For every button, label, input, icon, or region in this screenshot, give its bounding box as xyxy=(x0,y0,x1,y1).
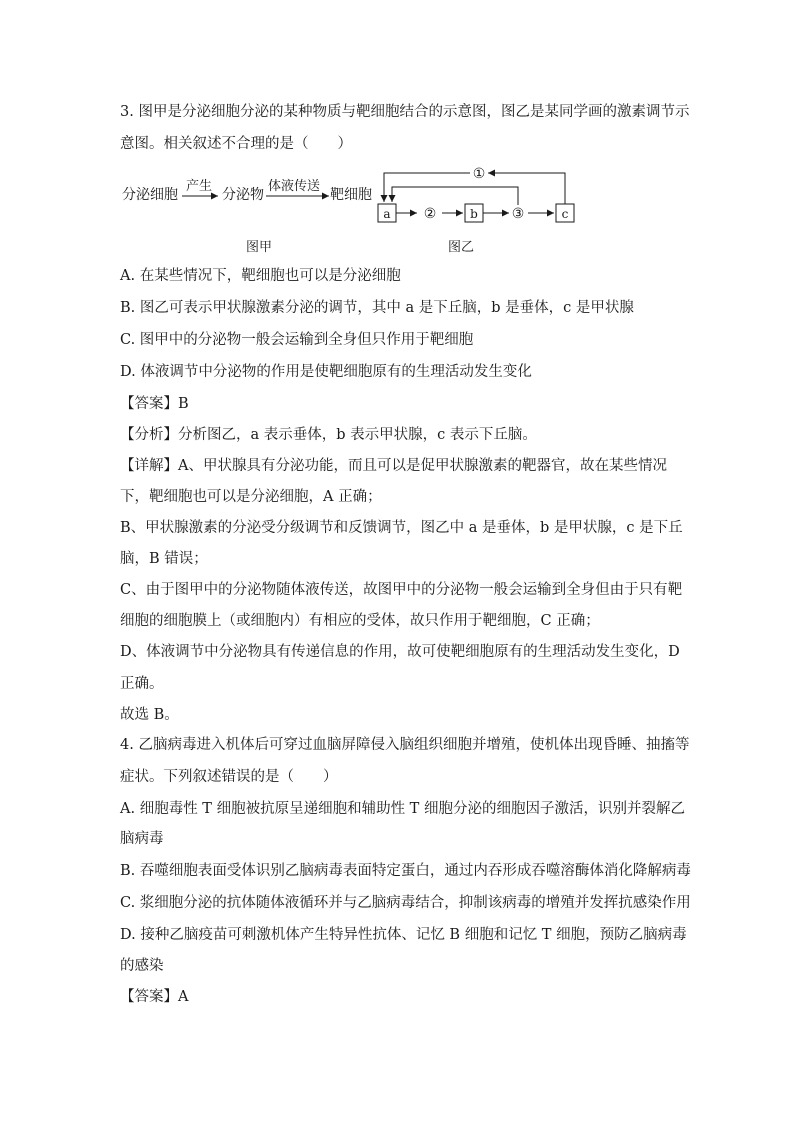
fig-a-transport-label: 体液传送 xyxy=(268,179,321,194)
q4-option-a-line-1: A. 细胞毒性 T 细胞被抗原呈递细胞和辅助性 T 细胞分泌的细胞因子激活，识别并裂解乙 xyxy=(120,801,685,817)
fig-b-node-2: ② xyxy=(423,206,437,222)
q3-answer: 【答案】B xyxy=(120,396,189,412)
q3-figure xyxy=(118,158,588,256)
q3-detail-line-4: 脑，B 错误； xyxy=(120,551,208,567)
q3-stem-line-2: 意图。相关叙述不合理的是（ ） xyxy=(120,136,352,152)
q3-analysis: 【分析】分析图乙，a 表示垂体，b 表示甲状腺，c 表示下丘脑。 xyxy=(120,427,537,443)
fig-b-box-a-label: a xyxy=(383,207,391,221)
q4-option-d-line-1: D. 接种乙脑疫苗可刺激机体产生特异性抗体、记忆 B 细胞和记忆 T 细胞，预防乙脑病毒 xyxy=(120,927,687,943)
q4-option-a-line-2: 脑病毒 xyxy=(120,831,164,847)
fig-b-box-c-label: c xyxy=(561,207,569,221)
q3-detail-line-8: 正确。 xyxy=(120,676,164,692)
q4-stem-line-1: 4. 乙脑病毒进入机体后可穿过血脑屏障侵入脑组织细胞并增殖，使机体出现昏睡、抽搐等 xyxy=(120,737,690,753)
q4-option-b: B. 吞噬细胞表面受体识别乙脑病毒表面特定蛋白，通过内吞形成吞噬溶酶体消化降解病毒 xyxy=(120,863,691,879)
fig-a-secretory-cell-label: 分泌细胞 xyxy=(122,187,178,203)
q3-conclusion: 故选 B。 xyxy=(120,707,179,723)
figure-a xyxy=(122,178,372,255)
q3-detail-line-6: 细胞的细胞膜上（或细胞内）有相应的受体，故只作用于靶细胞，C 正确； xyxy=(120,613,600,629)
q4-option-c: C. 浆细胞分泌的抗体随体液循环并与乙脑病毒结合，抑制该病毒的增殖并发挥抗感染作用 xyxy=(120,895,691,911)
q3-option-a: A. 在某些情况下，靶细胞也可以是分泌细胞 xyxy=(120,268,401,284)
figure-b xyxy=(378,166,574,255)
q3-detail-line-3: B、甲状腺激素的分泌受分级调节和反馈调节，图乙中 a 是垂体，b 是甲状腺，c 是下丘 xyxy=(120,520,683,536)
fig-a-caption: 图甲 xyxy=(246,240,273,255)
q3-detail-line-2: 下，靶细胞也可以是分泌细胞，A 正确； xyxy=(120,489,382,505)
fig-a-secretion-label: 分泌物 xyxy=(222,187,264,203)
q4-option-d-line-2: 的感染 xyxy=(120,958,164,974)
q3-stem-line-1: 3. 图甲是分泌细胞分泌的某种物质与靶细胞结合的示意图，图乙是某同学画的激素调节示 xyxy=(120,104,690,120)
q3-option-c: C. 图甲中的分泌物一般会运输到全身但只作用于靶细胞 xyxy=(120,332,474,348)
q3-detail-line-5: C、由于图甲中的分泌物随体液传送，故图甲中的分泌物一般会运输到全身但由于只有靶 xyxy=(120,582,683,598)
fig-b-node-1: ① xyxy=(472,166,486,182)
q3-detail-line-1: 【详解】A、甲状腺具有分泌功能，而且可以是促甲状腺激素的靶器官，故在某些情况 xyxy=(120,458,667,474)
fig-a-produce-label: 产生 xyxy=(186,179,213,194)
fig-b-box-b-label: b xyxy=(470,207,478,221)
q4-answer: 【答案】A xyxy=(120,989,189,1005)
fig-b-node-3: ③ xyxy=(511,206,525,222)
fig-b-caption: 图乙 xyxy=(448,240,475,255)
q3-option-b: B. 图乙可表示甲状腺激素分泌的调节，其中 a 是下丘脑，b 是垂体，c 是甲状腺 xyxy=(120,300,634,316)
q4-stem-line-2: 症状。下列叙述错误的是（ ） xyxy=(120,769,338,785)
q3-detail-line-7: D、体液调节中分泌物具有传递信息的作用，故可使靶细胞原有的生理活动发生变化，D xyxy=(120,644,680,660)
fig-a-target-cell-label: 靶细胞 xyxy=(330,187,372,203)
fig-b-arrow-c-to-1 xyxy=(488,173,565,204)
fig-b-arrow-3-to-a xyxy=(392,187,518,205)
q3-option-d: D. 体液调节中分泌物的作用是使靶细胞原有的生理活动发生变化 xyxy=(120,364,532,380)
